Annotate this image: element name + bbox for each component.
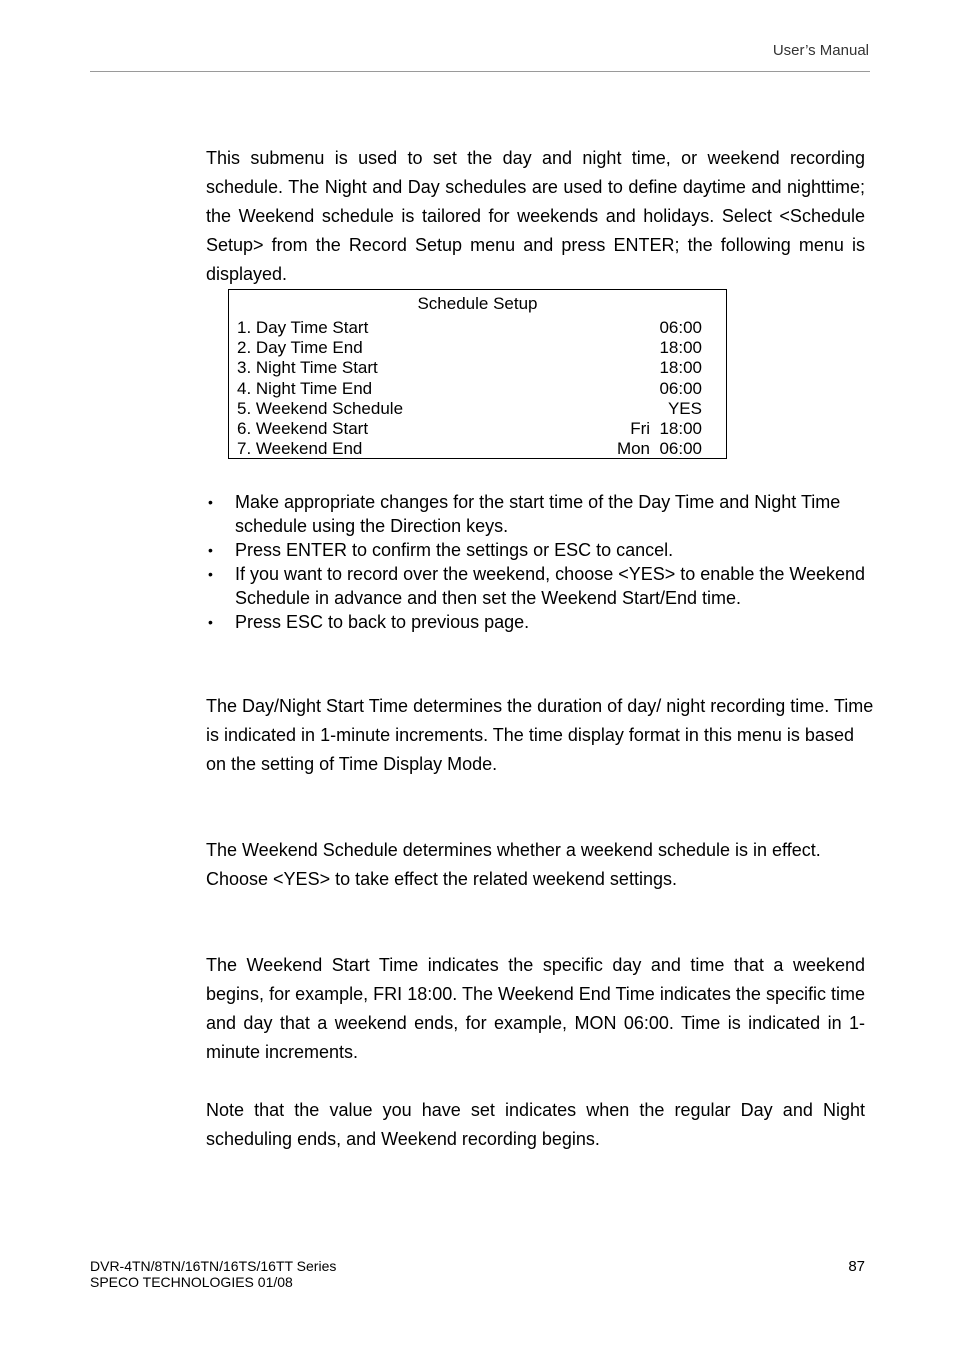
bullet-icon: •: [208, 566, 213, 582]
menu-item-value: Mon 06:00: [616, 439, 702, 459]
menu-item-label: 1. Day Time Start: [237, 318, 369, 337]
schedule-setup-menu: [228, 289, 727, 459]
menu-item-label: 3. Night Time Start: [237, 358, 378, 378]
bullet-icon: •: [208, 542, 213, 558]
menu-item-night-time-end[interactable]: [237, 379, 702, 399]
menu-item-value: 18:00: [659, 358, 702, 378]
menu-item-label: 7. Weekend End: [237, 439, 363, 459]
menu-title: Schedule Setup: [417, 294, 538, 313]
menu-item-label: 4. Night Time End: [237, 378, 373, 398]
menu-item-weekend-start[interactable]: [237, 419, 702, 439]
bullet-icon: •: [208, 614, 213, 630]
list-item: [206, 490, 886, 538]
list-item-text: Press ENTER to confirm the settings or ESC to cancel.: [235, 540, 674, 560]
menu-item-value: YES: [667, 398, 702, 418]
menu-item-value: 06:00: [659, 318, 702, 337]
day-night-paragraph: The Day/Night Start Time determines the duration of day/ night recording time. Time is indicated in 1-minute increments. The time display format in this menu is based on the setting of Time Display Mode.: [206, 696, 874, 774]
footer-model: DVR-4TN/8TN/16TN/16TS/16TT Series: [90, 1258, 337, 1274]
menu-item-weekend-schedule[interactable]: [237, 399, 702, 419]
menu-item-weekend-end[interactable]: [237, 439, 702, 459]
menu-item-day-time-end[interactable]: [237, 338, 702, 358]
header-title: User’s Manual: [772, 42, 869, 59]
menu-item-value: 18:00: [659, 338, 702, 358]
instruction-list: [206, 490, 886, 634]
menu-item-label: 5. Weekend Schedule: [237, 398, 404, 418]
list-item: [206, 610, 886, 634]
weekend-schedule-paragraph: The Weekend Schedule determines whether a weekend schedule is in effect. Choose <YES> to take effect the related weekend settings.: [206, 840, 821, 889]
footer-info: [90, 1258, 336, 1290]
intro-paragraph: This submenu is used to set the day and night time, or weekend recording schedule. The Night and Day schedules are used to define daytime and nighttime; the Weekend schedule is tailored for weekends and holidays. Select <Schedule Setup> from the Record Setup menu and press ENTER; the following menu is displayed.: [206, 148, 865, 284]
header-divider: [90, 71, 870, 72]
menu-item-label: 6. Weekend Start: [237, 418, 369, 438]
list-item-text: Make appropriate changes for the start time of the Day Time and Night Time schedule using the Direction keys.: [235, 492, 841, 536]
list-item: [206, 562, 886, 610]
menu-item-value: Fri 18:00: [630, 418, 702, 438]
note-paragraph: Note that the value you have set indicates when the regular Day and Night scheduling ends, and Weekend recording begins.: [206, 1100, 865, 1149]
menu-items: [237, 318, 702, 459]
page-number: 87: [848, 1258, 865, 1275]
list-item-text: Press ESC to back to previous page.: [235, 612, 530, 632]
menu-item-value: 06:00: [659, 378, 702, 398]
bullet-icon: •: [208, 494, 213, 510]
footer-company: SPECO TECHNOLOGIES 01/08: [90, 1274, 293, 1290]
menu-item-label: 2. Day Time End: [237, 338, 363, 358]
list-item: [206, 538, 886, 562]
menu-item-day-time-start[interactable]: [237, 318, 702, 338]
menu-item-night-time-start[interactable]: [237, 358, 702, 378]
list-item-text: If you want to record over the weekend, choose <YES> to enable the Weekend Schedule in advance and then set the Weekend Start/End time.: [235, 564, 866, 608]
weekend-start-paragraph: The Weekend Start Time indicates the specific day and time that a weekend begins, for example, FRI 18:00. The Weekend End Time indicates the specific time and day that a weekend ends, for example, MON 06:00. Time is indicated in 1-minute increments.: [206, 955, 865, 1062]
